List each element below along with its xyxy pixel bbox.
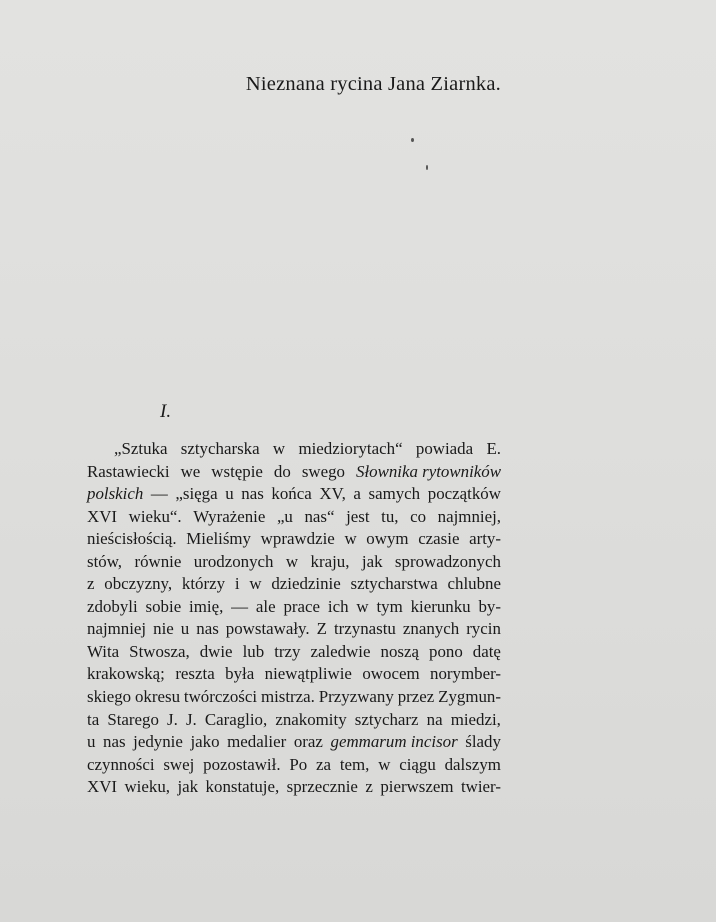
word: Po [289, 754, 308, 774]
text-line [87, 438, 501, 461]
word: za [316, 754, 332, 774]
text-line [87, 776, 501, 799]
word: konstatuje, [205, 777, 280, 797]
text-line [87, 754, 501, 777]
word: owym [366, 529, 409, 549]
word: nas“ [304, 506, 335, 526]
word: by- [478, 596, 501, 616]
word: a [353, 484, 361, 504]
word: u [225, 484, 234, 504]
word: stów, [87, 551, 123, 571]
word: na [426, 709, 443, 729]
word: najmniej [87, 619, 147, 639]
word: końca [271, 484, 312, 504]
word: nieścisłością. [87, 529, 177, 549]
word: miedzi, [450, 709, 501, 729]
word: Wyrażenie [193, 506, 266, 526]
word: prace [283, 596, 321, 616]
text-line [87, 596, 501, 619]
word: chlubne [447, 574, 501, 594]
word: nas [196, 619, 219, 639]
word: gemmarum incisor [330, 732, 458, 752]
word: krakowską; [87, 664, 165, 684]
word: owocem [362, 664, 420, 684]
word: polskich [87, 484, 144, 504]
word: skiego [87, 687, 132, 707]
word: jako [190, 732, 220, 752]
word: dziedzinie [271, 574, 341, 594]
word: mistrza. [260, 687, 315, 707]
word: w [378, 754, 391, 774]
text-line [87, 551, 501, 574]
word: XVI [87, 506, 118, 526]
word: przez [397, 687, 435, 707]
word: kraju, [310, 551, 350, 571]
word: lub [242, 641, 265, 661]
word: noszą [380, 641, 419, 661]
word: była [225, 664, 255, 684]
word: rycin [466, 619, 501, 639]
text-line [87, 528, 501, 551]
word: w [272, 439, 286, 458]
text-line [87, 663, 501, 686]
word: imię, [189, 596, 224, 616]
word: swej [163, 754, 195, 774]
word: — [231, 596, 249, 616]
word: znakomity [275, 709, 347, 729]
word: zaledwie [310, 641, 371, 661]
word: ale [255, 596, 276, 616]
word: równie [134, 551, 182, 571]
word: w [249, 574, 262, 594]
word: u [87, 732, 96, 752]
word: „u [276, 506, 293, 526]
word: ta [87, 709, 100, 729]
word: Mieliśmy [186, 529, 252, 549]
text-line [87, 483, 501, 506]
word: jak [361, 551, 383, 571]
word: tem, [339, 754, 370, 774]
word: we [180, 461, 201, 481]
word: jest [346, 506, 370, 526]
word: nie [153, 619, 174, 639]
word: ciągu [399, 754, 436, 774]
word: w [356, 596, 369, 616]
word: ślady [465, 732, 501, 752]
word: samych [368, 484, 421, 504]
section-numeral: I. [160, 401, 172, 422]
word: znanych [402, 619, 460, 639]
word: jak [177, 777, 199, 797]
word: jedynie [133, 732, 183, 752]
word: urodzonych [193, 551, 274, 571]
word: datę [472, 641, 501, 661]
paper-speck [426, 165, 428, 170]
word: Z [316, 619, 327, 639]
word: Zygmun- [438, 687, 501, 707]
word: sztycharz [354, 709, 419, 729]
word: trzy [274, 641, 301, 661]
word: z [365, 777, 373, 797]
body-text [87, 438, 501, 799]
word: „Sztuka [114, 439, 168, 458]
word: obczyzny, [104, 574, 173, 594]
word: zdobyli [87, 596, 138, 616]
word: wieku“. [128, 506, 182, 526]
word: okresu [134, 687, 181, 707]
word: sprzecznie [286, 777, 358, 797]
word: twórczości [183, 687, 258, 707]
word: ich [327, 596, 349, 616]
paper-speck [411, 138, 414, 142]
word: wieku, [124, 777, 170, 797]
word: w [344, 529, 357, 549]
word: w [285, 551, 299, 571]
word: którzy [181, 574, 226, 594]
word: powiada [415, 439, 474, 458]
word: do [273, 461, 291, 481]
word: kierunku [410, 596, 471, 616]
running-title: Nieznana rycina Jana Ziarnka. [245, 73, 501, 95]
word: Słownika rytowników [356, 461, 501, 481]
word: Starego [107, 709, 159, 729]
word: sztycharstwa [350, 574, 438, 594]
word: pozostawił. [203, 754, 281, 774]
word: twier- [460, 777, 501, 797]
word: powstawały. [225, 619, 310, 639]
word: dalszym [444, 754, 501, 774]
word: czynności [87, 754, 155, 774]
text-line [87, 461, 501, 484]
text-line [87, 618, 501, 641]
text-line [87, 709, 501, 732]
word: u [180, 619, 190, 639]
word: pono [429, 641, 463, 661]
word: XV, [319, 484, 346, 504]
word: Rastawiecki [87, 461, 170, 481]
word: wprawdzie [260, 529, 335, 549]
text-line [87, 506, 501, 529]
word: norymber- [430, 664, 501, 684]
text-line [87, 686, 501, 709]
word: miedziorytach“ [298, 439, 403, 458]
word: najmniej, [437, 506, 501, 526]
word: sztycharska [180, 439, 260, 458]
word: tym [376, 596, 403, 616]
text-line [87, 731, 501, 754]
word: początków [427, 484, 501, 504]
word: reszta [175, 664, 215, 684]
word: z [87, 574, 95, 594]
word: Stwosza, [129, 641, 190, 661]
word: Caraglio, [204, 709, 268, 729]
word: co [410, 506, 427, 526]
word: Wita [87, 641, 120, 661]
word: i [234, 574, 240, 594]
word: czasie [418, 529, 460, 549]
word: XVI [87, 777, 118, 797]
word: nas [103, 732, 126, 752]
word: arty- [469, 529, 501, 549]
word: „sięga [175, 484, 218, 504]
word: swego [301, 461, 345, 481]
word: Przyzwany [318, 687, 394, 707]
word: nas [241, 484, 264, 504]
text-line [87, 641, 501, 664]
word: wstępie [211, 461, 263, 481]
word: tu, [381, 506, 399, 526]
word: trzynastu [333, 619, 396, 639]
word: — [150, 484, 168, 504]
word: J. [185, 709, 197, 729]
word: sobie [145, 596, 182, 616]
word: oraz [293, 732, 323, 752]
word: dwie [199, 641, 233, 661]
word: niewątpliwie [264, 664, 352, 684]
word: sprowadzonych [394, 551, 501, 571]
word: E. [486, 439, 501, 458]
word: medalier [227, 732, 287, 752]
word: pierwszem [380, 777, 454, 797]
text-line [87, 573, 501, 596]
word: J. [167, 709, 178, 729]
